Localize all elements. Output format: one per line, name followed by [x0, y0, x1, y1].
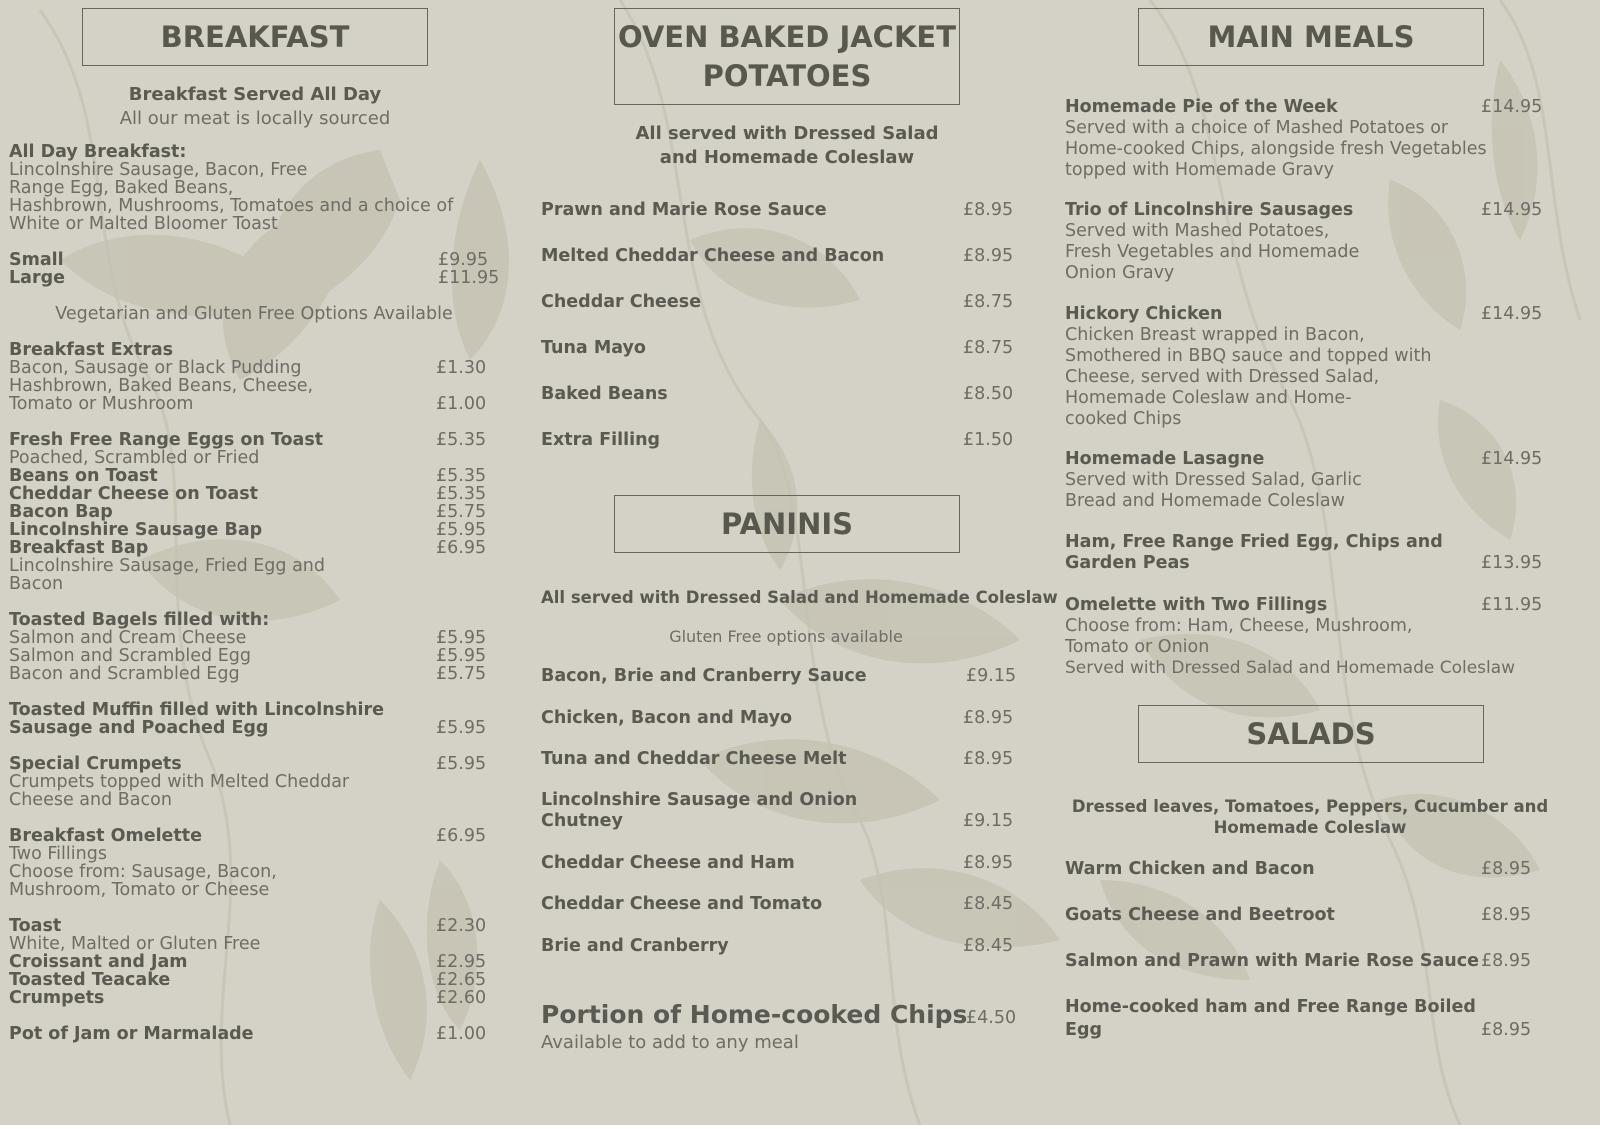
jacket-item-5-price: £8.50: [963, 384, 1014, 404]
breakfast-extras-line-1: Bacon, Sausage or Black Pudding: [9, 358, 302, 378]
hickory-chicken-price: £14.95: [1481, 304, 1543, 324]
all-day-breakfast-title: All Day Breakfast:: [9, 142, 187, 162]
special-crumpets-desc-2: Cheese and Bacon: [9, 790, 172, 810]
pie-desc-1: Served with a choice of Mashed Potatoes or: [1065, 118, 1449, 138]
salads-heading-box: [1138, 705, 1484, 763]
chips-note: Available to add to any meal: [541, 1032, 799, 1053]
hickory-chicken-title: Hickory Chicken: [1065, 304, 1223, 324]
jacket-item-2: Melted Cheddar Cheese and Bacon: [541, 246, 885, 266]
sausage-bap-price: £5.95: [436, 520, 487, 540]
panini-item-1: Bacon, Brie and Cranberry Sauce: [541, 666, 867, 686]
panini-item-4-line-2: Chutney: [541, 811, 623, 831]
pie-title: Homemade Pie of the Week: [1065, 97, 1338, 117]
pie-desc-3: topped with Homemade Gravy: [1065, 160, 1334, 180]
breakfast-omelette-price: £6.95: [436, 826, 487, 846]
muffin-title-2: Sausage and Poached Egg: [9, 718, 269, 738]
salad-item-1: Warm Chicken and Bacon: [1065, 859, 1315, 879]
salad-item-3: Salmon and Prawn with Marie Rose Sauce: [1065, 951, 1479, 971]
omelette-title: Omelette with Two Fillings: [1065, 595, 1328, 615]
large-price: £11.95: [438, 268, 500, 288]
salad-item-1-price: £8.95: [1481, 859, 1532, 879]
trio-sausages-desc-1: Served with Mashed Potatoes,: [1065, 221, 1330, 241]
hickory-chicken-desc-5: cooked Chips: [1065, 409, 1182, 429]
croissant-price: £2.95: [436, 952, 487, 972]
breakfast-bap-desc-2: Bacon: [9, 574, 64, 594]
breakfast-omelette-desc-1: Two Fillings: [9, 844, 107, 864]
bagel-2: Salmon and Scrambled Egg: [9, 646, 251, 666]
toast: Toast: [9, 916, 62, 936]
main-meals-heading-box: [1138, 8, 1484, 66]
bagel-2-price: £5.95: [436, 646, 487, 666]
pie-price: £14.95: [1481, 97, 1543, 117]
jam-marmalade-price: £1.00: [436, 1024, 487, 1044]
salad-item-3-price: £8.95: [1481, 951, 1532, 971]
small-price: £9.95: [438, 250, 489, 270]
paninis-heading-box: [614, 495, 960, 553]
jacket-heading-line-2: POTATOES: [702, 58, 872, 93]
panini-item-6: Cheddar Cheese and Tomato: [541, 894, 823, 914]
chips-title: Portion of Home-cooked Chips: [541, 1000, 968, 1029]
breakfast-bap-price: £6.95: [436, 538, 487, 558]
panini-item-6-price: £8.45: [963, 894, 1014, 914]
paninis-heading: PANINIS: [720, 506, 854, 541]
main-meals-heading: MAIN MEALS: [1207, 19, 1415, 54]
croissant: Croissant and Jam: [9, 952, 188, 972]
jacket-item-4-price: £8.75: [963, 338, 1014, 358]
breakfast-omelette-desc-3: Mushroom, Tomato or Cheese: [9, 880, 270, 900]
lasagne-title: Homemade Lasagne: [1065, 449, 1265, 469]
breakfast-heading-box: [82, 8, 428, 66]
all-day-breakfast-desc-2: Range Egg, Baked Beans,: [9, 178, 234, 198]
salads-subtitle-2: Homemade Coleslaw: [1213, 818, 1407, 837]
panini-item-2-price: £8.95: [963, 708, 1014, 728]
hickory-chicken-desc-1: Chicken Breast wrapped in Bacon,: [1065, 325, 1365, 345]
breakfast-extras-title: Breakfast Extras: [9, 340, 174, 360]
locally-sourced-note: All our meat is locally sourced: [119, 108, 391, 129]
jacket-potatoes-heading-box: [614, 8, 960, 105]
vegetarian-note: Vegetarian and Gluten Free Options Available: [55, 304, 453, 324]
all-day-breakfast-desc-1: Lincolnshire Sausage, Bacon, Free: [9, 160, 308, 180]
lasagne-price: £14.95: [1481, 449, 1543, 469]
eggs-on-toast-title: Fresh Free Range Eggs on Toast: [9, 430, 324, 450]
panini-item-4-price: £9.15: [963, 811, 1014, 831]
panini-item-2: Chicken, Bacon and Mayo: [541, 708, 793, 728]
bacon-bap-price: £5.75: [436, 502, 487, 522]
eggs-on-toast-price: £5.35: [436, 430, 487, 450]
sausage-bap: Lincolnshire Sausage Bap: [9, 520, 263, 540]
all-day-breakfast-desc-3: Hashbrown, Mushrooms, Tomatoes and a choice of: [9, 196, 454, 216]
panini-item-1-price: £9.15: [966, 666, 1017, 686]
panini-item-7-price: £8.45: [963, 936, 1014, 956]
toast-price: £2.30: [436, 916, 487, 936]
lasagne-desc-1: Served with Dressed Salad, Garlic: [1065, 470, 1362, 490]
panini-item-5: Cheddar Cheese and Ham: [541, 853, 795, 873]
jacket-subtitle-1: All served with Dressed Salad: [635, 123, 939, 144]
breakfast-extras-price-1: £1.30: [436, 358, 487, 378]
jacket-item-2-price: £8.95: [963, 246, 1014, 266]
all-day-breakfast-desc-4: White or Malted Bloomer Toast: [9, 214, 278, 234]
ham-egg-chips-title-1: Ham, Free Range Fried Egg, Chips and: [1065, 532, 1443, 552]
pie-desc-2: Home-cooked Chips, alongside fresh Vegetables: [1065, 139, 1487, 159]
salad-item-4-line-2: Egg: [1065, 1020, 1103, 1040]
cheddar-on-toast: Cheddar Cheese on Toast: [9, 484, 258, 504]
breakfast-heading: BREAKFAST: [160, 19, 350, 54]
bacon-bap: Bacon Bap: [9, 502, 113, 522]
breakfast-extras-line-2: Hashbrown, Baked Beans, Cheese,: [9, 376, 314, 396]
bagel-1: Salmon and Cream Cheese: [9, 628, 247, 648]
salad-item-2-price: £8.95: [1481, 905, 1532, 925]
jacket-item-3: Cheddar Cheese: [541, 292, 702, 312]
beans-on-toast-price: £5.35: [436, 466, 487, 486]
salad-item-4-price: £8.95: [1481, 1020, 1532, 1040]
bagel-3-price: £5.75: [436, 664, 487, 684]
small-label: Small: [9, 250, 64, 270]
breakfast-bap-desc-1: Lincolnshire Sausage, Fried Egg and: [9, 556, 326, 576]
teacake-price: £2.65: [436, 970, 487, 990]
salads-heading: SALADS: [1246, 716, 1376, 751]
breakfast-omelette-desc-2: Choose from: Sausage, Bacon,: [9, 862, 277, 882]
eggs-on-toast-desc: Poached, Scrambled or Fried: [9, 448, 260, 468]
panini-item-5-price: £8.95: [963, 853, 1014, 873]
page-bottom-edge: [0, 1125, 1600, 1129]
jacket-item-6: Extra Filling: [541, 430, 661, 450]
trio-sausages-desc-2: Fresh Vegetables and Homemade: [1065, 242, 1360, 262]
trio-sausages-desc-3: Onion Gravy: [1065, 263, 1175, 283]
jacket-item-6-price: £1.50: [963, 430, 1014, 450]
breakfast-bap: Breakfast Bap: [9, 538, 149, 558]
bagels-title: Toasted Bagels filled with:: [9, 610, 270, 630]
cheddar-on-toast-price: £5.35: [436, 484, 487, 504]
jacket-subtitle-2: and Homemade Coleslaw: [659, 147, 915, 168]
jacket-heading-line-1: OVEN BAKED JACKET: [617, 20, 957, 55]
ham-egg-chips-price: £13.95: [1481, 553, 1543, 573]
breakfast-omelette-title: Breakfast Omelette: [9, 826, 203, 846]
trio-sausages-title: Trio of Lincolnshire Sausages: [1065, 200, 1354, 220]
jacket-item-4: Tuna Mayo: [541, 338, 646, 358]
lasagne-desc-2: Bread and Homemade Coleslaw: [1065, 491, 1345, 511]
toast-desc: White, Malted or Gluten Free: [9, 934, 261, 954]
omelette-desc-1: Choose from: Ham, Cheese, Mushroom,: [1065, 616, 1413, 636]
breakfast-extras-price-2: £1.00: [436, 394, 487, 414]
breakfast-extras-line-3: Tomato or Mushroom: [9, 394, 194, 414]
jacket-item-3-price: £8.75: [963, 292, 1014, 312]
omelette-price: £11.95: [1481, 595, 1543, 615]
jam-marmalade: Pot of Jam or Marmalade: [9, 1024, 254, 1044]
hickory-chicken-desc-4: Homemade Coleslaw and Home-: [1065, 388, 1352, 408]
hickory-chicken-desc-3: Cheese, served with Dressed Salad,: [1065, 367, 1380, 387]
large-label: Large: [9, 268, 65, 288]
crumpets-price: £2.60: [436, 988, 487, 1008]
beans-on-toast: Beans on Toast: [9, 466, 158, 486]
paninis-gluten-free-note: Gluten Free options available: [669, 627, 903, 646]
panini-item-4-line-1: Lincolnshire Sausage and Onion: [541, 790, 858, 810]
salad-item-4-line-1: Home-cooked ham and Free Range Boiled: [1065, 997, 1476, 1017]
salads-subtitle-1: Dressed leaves, Tomatoes, Peppers, Cucumber and: [1071, 797, 1549, 816]
crumpets: Crumpets: [9, 988, 105, 1008]
muffin-title-1: Toasted Muffin filled with Lincolnshire: [9, 700, 385, 720]
ham-egg-chips-title-2: Garden Peas: [1065, 553, 1190, 573]
jacket-item-1-price: £8.95: [963, 200, 1014, 220]
bagel-1-price: £5.95: [436, 628, 487, 648]
jacket-item-1: Prawn and Marie Rose Sauce: [541, 200, 827, 220]
trio-sausages-price: £14.95: [1481, 200, 1543, 220]
paninis-subtitle: All served with Dressed Salad and Homemade Coleslaw: [541, 588, 1058, 607]
jacket-item-5: Baked Beans: [541, 384, 668, 404]
panini-item-7: Brie and Cranberry: [541, 936, 729, 956]
panini-item-3: Tuna and Cheddar Cheese Melt: [541, 749, 847, 769]
special-crumpets-price: £5.95: [436, 754, 487, 774]
teacake: Toasted Teacake: [9, 970, 171, 990]
hickory-chicken-desc-2: Smothered in BBQ sauce and topped with: [1065, 346, 1432, 366]
breakfast-served-note: Breakfast Served All Day: [128, 84, 382, 105]
muffin-price: £5.95: [436, 718, 487, 738]
bagel-3: Bacon and Scrambled Egg: [9, 664, 240, 684]
omelette-desc-3: Served with Dressed Salad and Homemade Coleslaw: [1065, 658, 1516, 678]
special-crumpets-desc-1: Crumpets topped with Melted Cheddar: [9, 772, 350, 792]
chips-price: £4.50: [966, 1008, 1017, 1028]
special-crumpets-title: Special Crumpets: [9, 754, 182, 774]
salad-item-2: Goats Cheese and Beetroot: [1065, 905, 1335, 925]
panini-item-3-price: £8.95: [963, 749, 1014, 769]
omelette-desc-2: Tomato or Onion: [1065, 637, 1210, 657]
